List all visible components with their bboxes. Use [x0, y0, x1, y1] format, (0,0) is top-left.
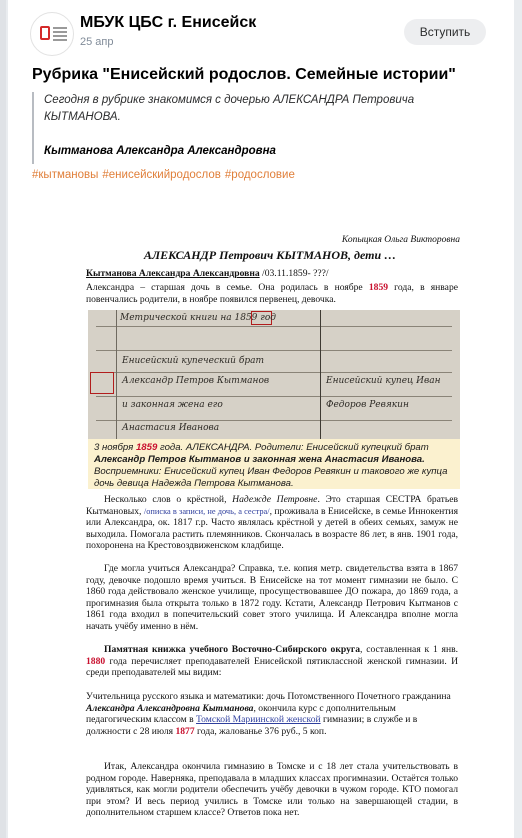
- doc-text: года перечисляет преподавателей Енисейской пятиклассной женской гимназии. И среди преподавателей мы видим:: [86, 655, 458, 679]
- hashtag-list: [32, 169, 299, 181]
- hashtag-link[interactable]: #енисейскийродослов: [102, 169, 221, 181]
- document-image[interactable]: [78, 220, 462, 838]
- metric-book-scan: [88, 310, 460, 442]
- document-paragraph: [86, 494, 458, 552]
- doc-text: Томской Мариинской женской: [196, 714, 321, 726]
- card-bottom: [8, 834, 514, 838]
- doc-text: гимназии; в службе и в должности с 28 июля: [86, 714, 418, 737]
- doc-text: 3 ноября: [94, 442, 136, 453]
- doc-text: Александра Александровна Кытманова: [86, 702, 254, 714]
- join-button[interactable]: Вступить: [404, 19, 486, 45]
- logo-text-lines: [53, 27, 67, 43]
- doc-text: года, жалованье 376 руб., 5 коп.: [194, 725, 327, 737]
- doc-year: 1880: [86, 655, 106, 667]
- doc-text: Учительница русского языка и математики: дочь Потомственного Почетного гражданина: [86, 691, 451, 702]
- group-avatar[interactable]: [30, 12, 74, 56]
- doc-text: Надежде Петровне: [232, 494, 318, 505]
- library-logo-icon: [40, 26, 50, 40]
- document-citation: [86, 691, 458, 737]
- doc-text: Александр Петров Кытманов и законная жена Анастасия Иванова.: [94, 454, 425, 465]
- doc-text: Восприемники: Енисейский купец Иван Федоров Ревякин и такового же купца: [94, 466, 448, 477]
- document-name-line: [86, 268, 458, 280]
- doc-year: 1877: [175, 725, 195, 737]
- post-card: [8, 0, 514, 838]
- scan-text: Федоров Ревякин: [326, 400, 409, 410]
- doc-text: , окончила курс с дополнительным педагогическим классом в: [86, 702, 396, 726]
- doc-text: , проживала в Енисейске, в семье Иннокентия или Александра, ок. 1817 г.р. Часто являлась крёстной у детей в обеих семьях, замуж не выходила. Помогала растить племянников. Скончалась в возрасте 86 лет, в янв. 1901 года, похоронена на Крестовоздвиженском кладбище.: [86, 505, 458, 552]
- doc-year: 1859: [368, 282, 389, 293]
- document-paragraph: [86, 282, 458, 305]
- quote-intro: Сегодня в рубрике знакомимся с дочерью АЛЕКСАНДРА Петровича КЫТМАНОВА.: [44, 94, 415, 123]
- quote-name: Кытманова Александра Александровна: [44, 145, 276, 157]
- doc-text: года, в январе повенчались родители, в ноябре появился первенец, девочка.: [86, 282, 458, 305]
- scan-text: Метрической книги на 1859 год: [120, 313, 276, 323]
- group-name[interactable]: МБУК ЦБС г. Енисейск: [80, 14, 257, 31]
- doc-text: , составленная к 1 янв.: [360, 644, 459, 655]
- doc-text: Где могла учиться Александра? Справка, т.е. копия метр. свидетельства взята в 1867 году, девочке подошло время учиться. В Енисейске на тот момент гимназии не было. С 1860 года действовало женское училище, просуществовавшее ДО пожара, до 1869 года, а прогимназия была открыта только в 1872 году. Кстати, Александр Петрович Кытманов с 1861 года входил в попечительский совет этого училища. И Александра вполне могла начать учёбу именно в нём.: [86, 563, 458, 632]
- doc-year: 1859: [135, 442, 158, 453]
- post-date[interactable]: 25 апр: [80, 36, 114, 48]
- document-dates: /03.11.1859- ???/: [262, 268, 329, 279]
- doc-note: /описка в записи, не дочь, а сестра/: [143, 506, 270, 516]
- scan-day-highlight: [90, 372, 114, 394]
- scan-text: Александр Петров Кытманов: [122, 376, 270, 386]
- document-paragraph: [86, 644, 458, 679]
- doc-text: Памятная книжка учебного Восточно-Сибирского округа: [104, 644, 361, 655]
- scan-text: Енисейский купец Иван: [326, 376, 441, 386]
- record-transcription: [88, 439, 460, 489]
- doc-text: года. АЛЕКСАНДРА. Родители: Енисейский купецкий брат: [157, 442, 429, 453]
- doc-text: Несколько слов о крёстной,: [104, 494, 233, 505]
- doc-text: дочь девица Надежда Петрова Кытманова.: [94, 478, 294, 489]
- document-author: Копыцкая Ольга Викторовна: [341, 235, 460, 245]
- doc-text: Итак, Александра окончила гимназию в Томске и с 18 лет стала учительствовать в родном городе. Наверняка, преподавала в младших классах прогимназии. Остаётся только удивляться, как могли родители обеспечить учёбу девочки в чужом городе. КТО помогал при этом? И весь период учились в Томске или только на завершающей стадии, в дополнительном старшем классе? Ответов пока нет.: [86, 761, 458, 819]
- document-name: Кытманова Александра Александровна: [86, 268, 260, 279]
- hashtag-link[interactable]: #родословие: [224, 169, 295, 181]
- background-edge: [0, 0, 6, 838]
- hashtag-link[interactable]: #кытмановы: [32, 169, 99, 181]
- scan-text: Енисейский купеческий брат: [122, 356, 264, 366]
- scan-text: и законная жена его: [122, 400, 223, 410]
- scan-text: Анастасия Иванова: [122, 423, 220, 433]
- document-paragraph: [86, 761, 458, 819]
- doc-text: . Это старшая СЕСТРА братьев Кытмановых,: [86, 494, 459, 517]
- post-title: Рубрика "Енисейский родослов. Семейные истории": [32, 66, 456, 83]
- doc-text: Александра – старшая дочь в семье. Она родилась в ноябре: [86, 282, 369, 293]
- document-heading: АЛЕКСАНДР Петрович КЫТМАНОВ, дети …: [143, 248, 397, 262]
- post-header: [8, 0, 514, 60]
- post-quote: [32, 92, 492, 164]
- document-paragraph: [86, 563, 458, 633]
